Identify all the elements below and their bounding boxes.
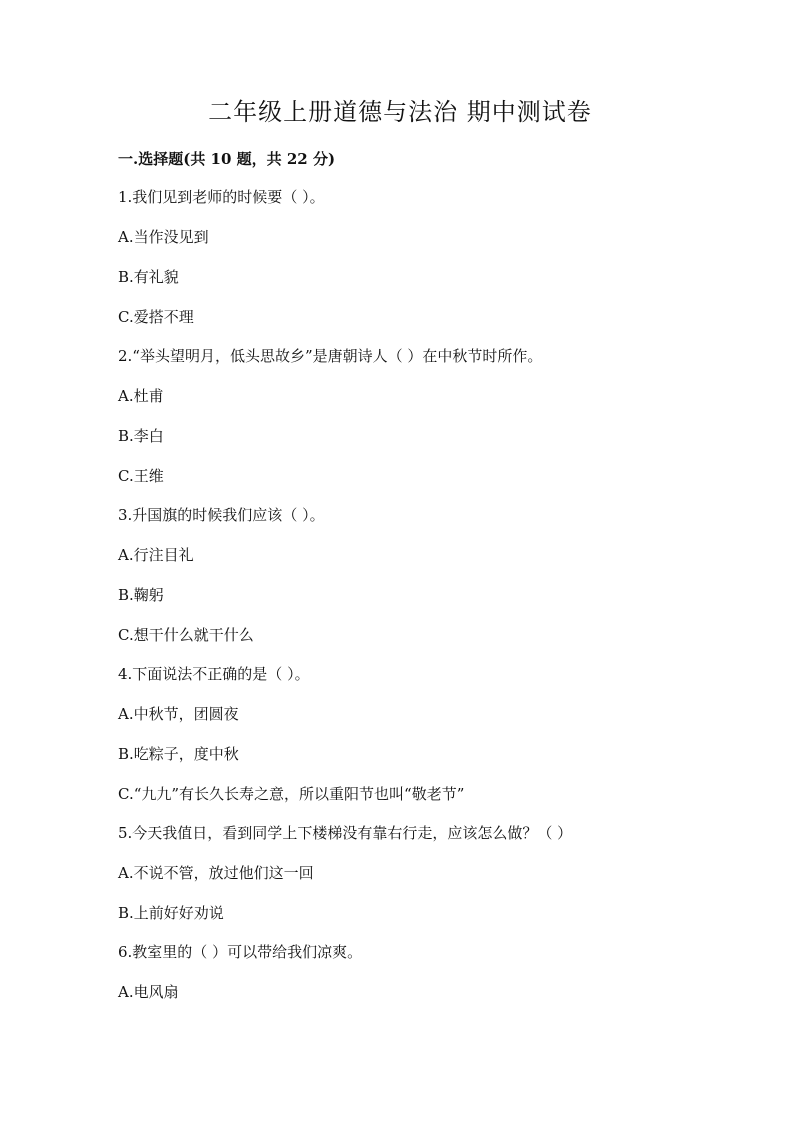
option-2a: A.杜甫 [118,387,164,405]
question-5: 5.今天我值日，看到同学上下楼梯没有靠右行走，应该怎么做？（ ） [118,824,573,842]
question-4: 4.下面说法不正确的是（ ）。 [118,665,310,683]
option-4c: C.“九九”有长久长寿之意，所以重阳节也叫“敬老节” [118,785,465,803]
option-1c: C.爱搭不理 [118,308,194,326]
option-1a: A.当作没见到 [118,228,209,246]
option-6a: A.电风扇 [118,983,179,1001]
option-5b: B.上前好好劝说 [118,904,224,922]
option-2c: C.王维 [118,467,164,485]
question-3: 3.升国旗的时候我们应该（ ）。 [118,506,325,524]
question-6: 6.教室里的（ ）可以带给我们凉爽。 [118,943,363,961]
option-3b: B.鞠躬 [118,586,164,604]
option-4b: B.吃粽子，度中秋 [118,745,239,763]
option-3c: C.想干什么就干什么 [118,626,254,644]
question-2: 2.“举头望明月，低头思故乡”是唐朝诗人（ ）在中秋节时所作。 [118,347,543,365]
question-1: 1.我们见到老师的时候要（ ）。 [118,188,325,206]
option-3a: A.行注目礼 [118,546,194,564]
option-5a: A.不说不管，放过他们这一回 [118,864,314,882]
page-title: 二年级上册道德与法治 期中测试卷 [208,98,592,126]
option-2b: B.李白 [118,427,164,445]
section-heading: 一.选择题(共 10 题，共 22 分) [118,150,336,168]
option-4a: A.中秋节，团圆夜 [118,705,239,723]
option-1b: B.有礼貌 [118,268,179,286]
